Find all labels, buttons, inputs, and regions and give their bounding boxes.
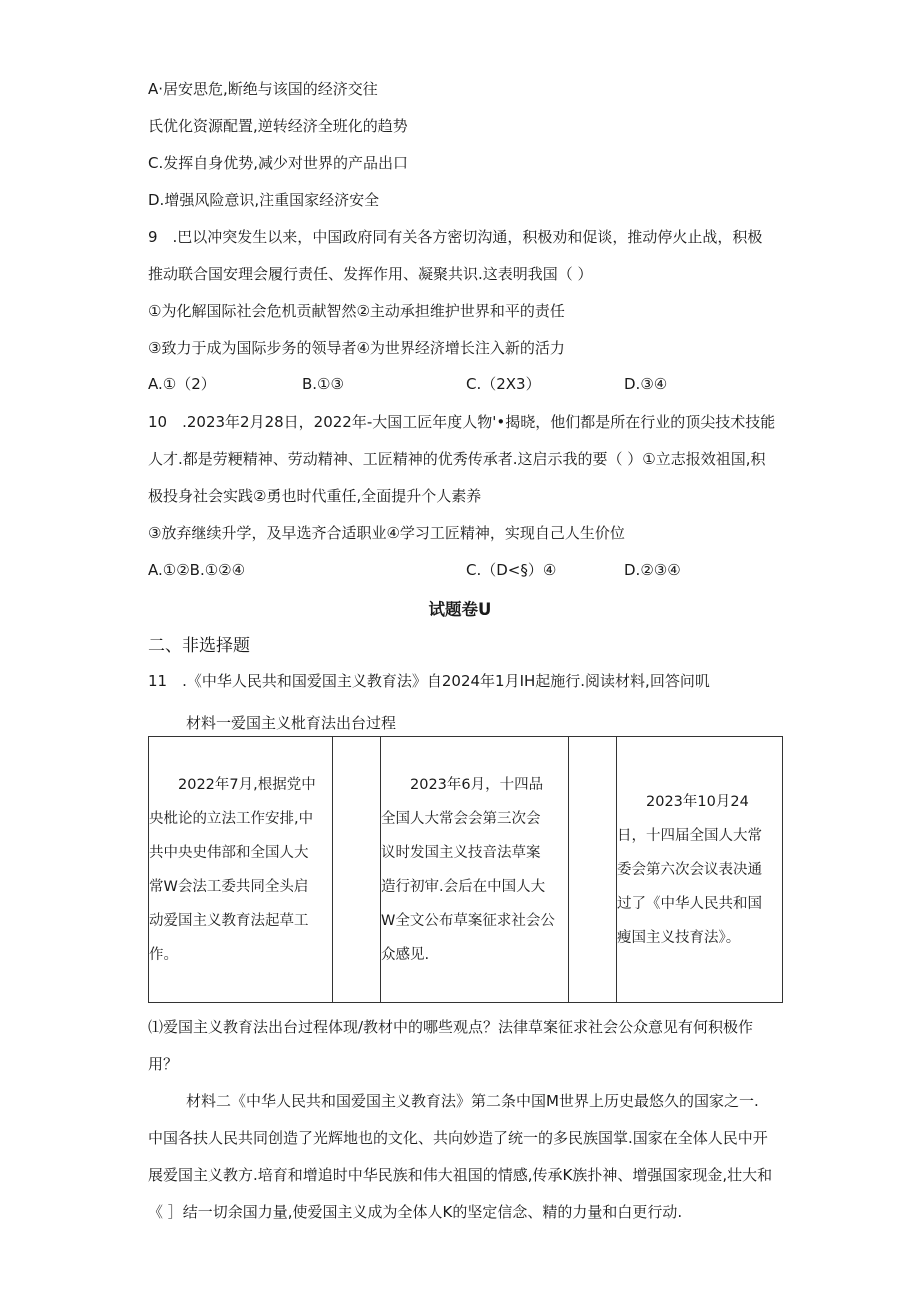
q10-stem-line4: ③放弃继续升学，及早选齐合适职业④学习工匠精神，实现自己人生价位 xyxy=(148,524,625,542)
q10-option-c: C.（D<§）④ xyxy=(466,561,557,579)
timeline-cell-2023-june xyxy=(381,737,569,1003)
cell-line: 日，十四届全国人大常 xyxy=(617,827,762,844)
cell-line: 全国人大常会会第三次会 xyxy=(381,810,541,827)
q10-option-d: D.②③④ xyxy=(624,561,681,579)
q8-option-b: 氏优化资源配置,逆转经济全班化的趋势 xyxy=(148,117,408,135)
arrow-spacer-cell xyxy=(569,737,617,1003)
material-2-line3: 展爱国主义教方.培育和增追时中华民族和伟大祖国的情感,传承K族扑神、增强国家现金,壮大和 xyxy=(148,1166,773,1184)
q9-option-b: B.①③ xyxy=(302,375,344,393)
q10-stem-line2: 人才.都是劳粳精神、劳动精神、工匠精神的优秀传承者.这启示我的要（ ）①立志报效祖国,积 xyxy=(148,450,766,468)
q8-option-a: A·居安思危,断绝与该国的经济交往 xyxy=(148,80,378,98)
part-heading: 二、非选择题 xyxy=(148,636,250,656)
cell-line: W全文公布草案征求社会公 xyxy=(381,912,555,929)
cell-line: 造行初审.会后在中国人大 xyxy=(381,878,546,895)
q10-stem-line3: 极投身社会实践②勇也时代重任,全面提升个人素养 xyxy=(148,487,482,505)
material-2-line1: 材料二《中华人民共和国爱国主义教育法》第二条中国M世界上历史最悠久的国家之一. xyxy=(186,1092,759,1110)
table-row xyxy=(149,737,783,1003)
q9-stem-line1: 9 .巴以冲突发生以来，中国政府同有关各方密切沟通，积极劝和促谈，推动停火止战，积极 xyxy=(148,228,763,246)
q10-option-ab: A.①②B.①②④ xyxy=(148,561,246,579)
material-1-title: 材料一爱国主义枇育法出台过程 xyxy=(186,714,397,732)
cell-line: 常W会法工委共同全头启 xyxy=(149,878,309,895)
timeline-cell-2022 xyxy=(149,737,333,1003)
cell-line: 共中央史伟部和全国人大 xyxy=(149,844,309,861)
material-2-line4: 《 ］结一切余国力量,使爱国主义成为全体人K的坚定信念、精的力量和白更行动. xyxy=(148,1203,683,1221)
material-2-line2: 中国各扶人民共同创造了光辉地也的文化、共向妙造了统一的多民族国掌.国家在全体人民中开 xyxy=(148,1129,768,1147)
q9-option-d: D.③④ xyxy=(624,375,668,393)
cell-line: 作。 xyxy=(149,946,178,963)
q9-stem-line2: 推动联合国安理会履行责任、发挥作用、凝聚共识.这表明我国（ ） xyxy=(148,265,593,283)
cell-line: 央枇论的立法工作安排,中 xyxy=(149,810,314,827)
q8-option-d: D.增强风险意识,注重国家经济安全 xyxy=(148,191,380,209)
q8-option-c: C.发挥自身优势,减少对世界的产品出口 xyxy=(148,154,409,172)
cell-line: 瘦国主义技育法》。 xyxy=(617,929,741,946)
q9-option-c: C.（2X3） xyxy=(466,375,541,393)
arrow-spacer-cell xyxy=(333,737,381,1003)
q9-statement-1-2: ①为化解国际社会危机贡献智然②主动承担维护世界和平的责任 xyxy=(148,302,565,320)
cell-line: 议时发国主义技音法草案 xyxy=(381,844,541,861)
q11-question1-line2: 用？ xyxy=(148,1055,179,1073)
section-title: 试题卷U xyxy=(428,600,492,619)
q11-question1-line1: ⑴爱国主义教育法出台过程体现/教材中的哪些观点？法律草案征求社会公众意见有何积极作 xyxy=(148,1018,754,1036)
cell-line: 2022年7月,根据党中 xyxy=(178,776,316,793)
q11-intro: 11 .《中华人民共和国爱国主义教育法》自2024年1月IH起施行.阅读材料,回答问叽 xyxy=(148,672,710,690)
timeline-cell-2023-october xyxy=(617,737,783,1003)
cell-line: 动爱国主义教育法起草工 xyxy=(149,912,309,929)
cell-line: 2023年10月24 xyxy=(646,793,749,810)
cell-line: 众感见. xyxy=(381,946,430,963)
q9-statement-3-4: ③致力于成为国际步务的领导者④为世界经济增长注入新的活力 xyxy=(148,339,565,357)
material-1-table xyxy=(148,736,783,1003)
cell-line: 委会第六次会议表决通 xyxy=(617,861,762,878)
q10-stem-line1: 10 .2023年2月28日，2022年-大国工匠年度人物'•揭晓，他们都是所在行业的顶尖技术技能 xyxy=(148,413,776,431)
q9-option-a: A.①（2） xyxy=(148,375,216,393)
cell-line: 2023年6月，十四品 xyxy=(410,776,544,793)
cell-line: 过了《中华人民共和国 xyxy=(617,895,762,912)
